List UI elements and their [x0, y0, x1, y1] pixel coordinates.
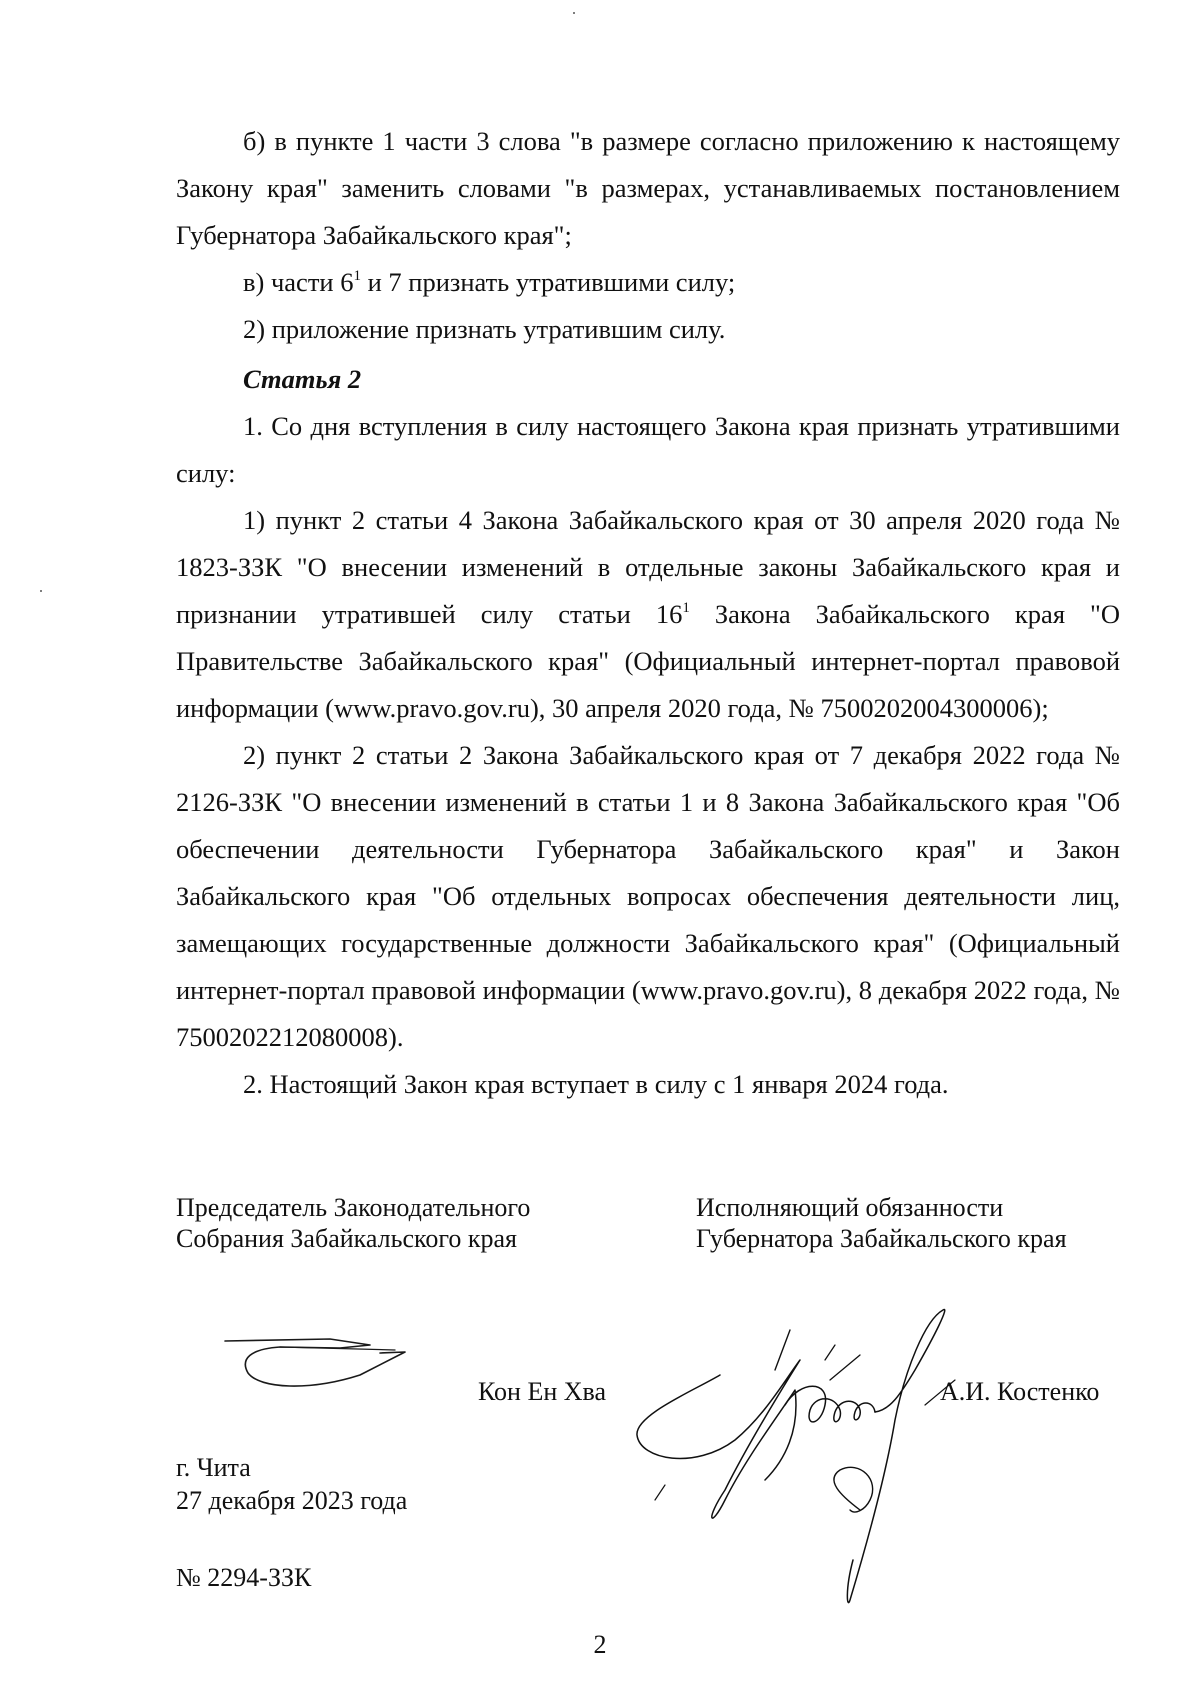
superscript: 1 — [682, 600, 690, 616]
paragraph-repeal-item-2: 2) пункт 2 статьи 2 Закона Забайкальского края от 7 декабря 2022 года № 2126-ЗЗК "О внесении изменений в статьи 1 и 8 Закона Забайкальского края "Об обеспечении деятельности Губернатора Забайкальского края" и Закон Забайкальского края "Об отдельных вопросах обеспечения деятельности лиц, замещающих государственные должности Забайкальского края" (Официальный интернет-портал правовой информации (www.pravo.gov.ru), 8 декабря 2022 года, № 7500202212080008). — [176, 740, 1120, 1052]
right-signatory-title-line-2: Губернатора Забайкальского края — [696, 1224, 1067, 1253]
left-signatory-title-line-1: Председатель Законодательного — [176, 1193, 531, 1222]
paragraph-amendment-v: в) части $6^1$ и 7 признать утратившими силу; — [243, 267, 736, 297]
signing-date: 27 декабря 2023 года — [176, 1486, 408, 1515]
superscript: 1 — [353, 268, 361, 284]
page-number: 2 — [593, 1630, 607, 1659]
article-heading: Статья 2 — [243, 364, 362, 394]
law-number: № 2294-ЗЗК — [176, 1563, 312, 1592]
scan-speck — [40, 590, 42, 592]
paragraph-amendment-b: б) в пункте 1 части 3 слова "в размере согласно приложению к настоящему Закону края" заменить словами "в размерах, устанавливаемых постановлением Губернатора Забайкальского края"; — [176, 126, 1120, 250]
document-body — [176, 118, 1120, 1108]
left-signatory-name: Кон Ен Хва — [478, 1377, 607, 1406]
left-signatory-title-line-2: Собрания Забайкальского края — [176, 1224, 517, 1253]
right-signatory-name: А.И. Костенко — [940, 1377, 1100, 1406]
left-handwritten-signature — [220, 1325, 420, 1400]
paragraph-repeal-intro: 1. Со дня вступления в силу настоящего Закона края признать утратившими силу: — [176, 411, 1120, 488]
paragraph-effective-date: 2. Настоящий Закон края вступает в силу с 1 января 2024 года. — [243, 1069, 949, 1099]
paragraph-repeal-item-1: 1) пункт 2 статьи 4 Закона Забайкальского края от 30 апреля 2020 года № 1823-ЗЗК "О внесении изменений в отдельные законы Забайкальского края и признании утратившей силу статьи $16^1$ Закона Забайкальского края "О Правительстве Забайкальского края" (Официальный интернет-портал правовой информации (www.pravo.gov.ru), 30 апреля 2020 года, № 7500202004300006); — [176, 505, 1120, 723]
right-signatory-title-line-1: Исполняющий обязанности — [696, 1193, 1004, 1222]
paragraph-appendix: 2) приложение признать утратившим силу. — [243, 314, 726, 344]
scan-speck — [573, 12, 575, 14]
right-handwritten-signature — [625, 1310, 1025, 1610]
city: г. Чита — [176, 1453, 251, 1482]
